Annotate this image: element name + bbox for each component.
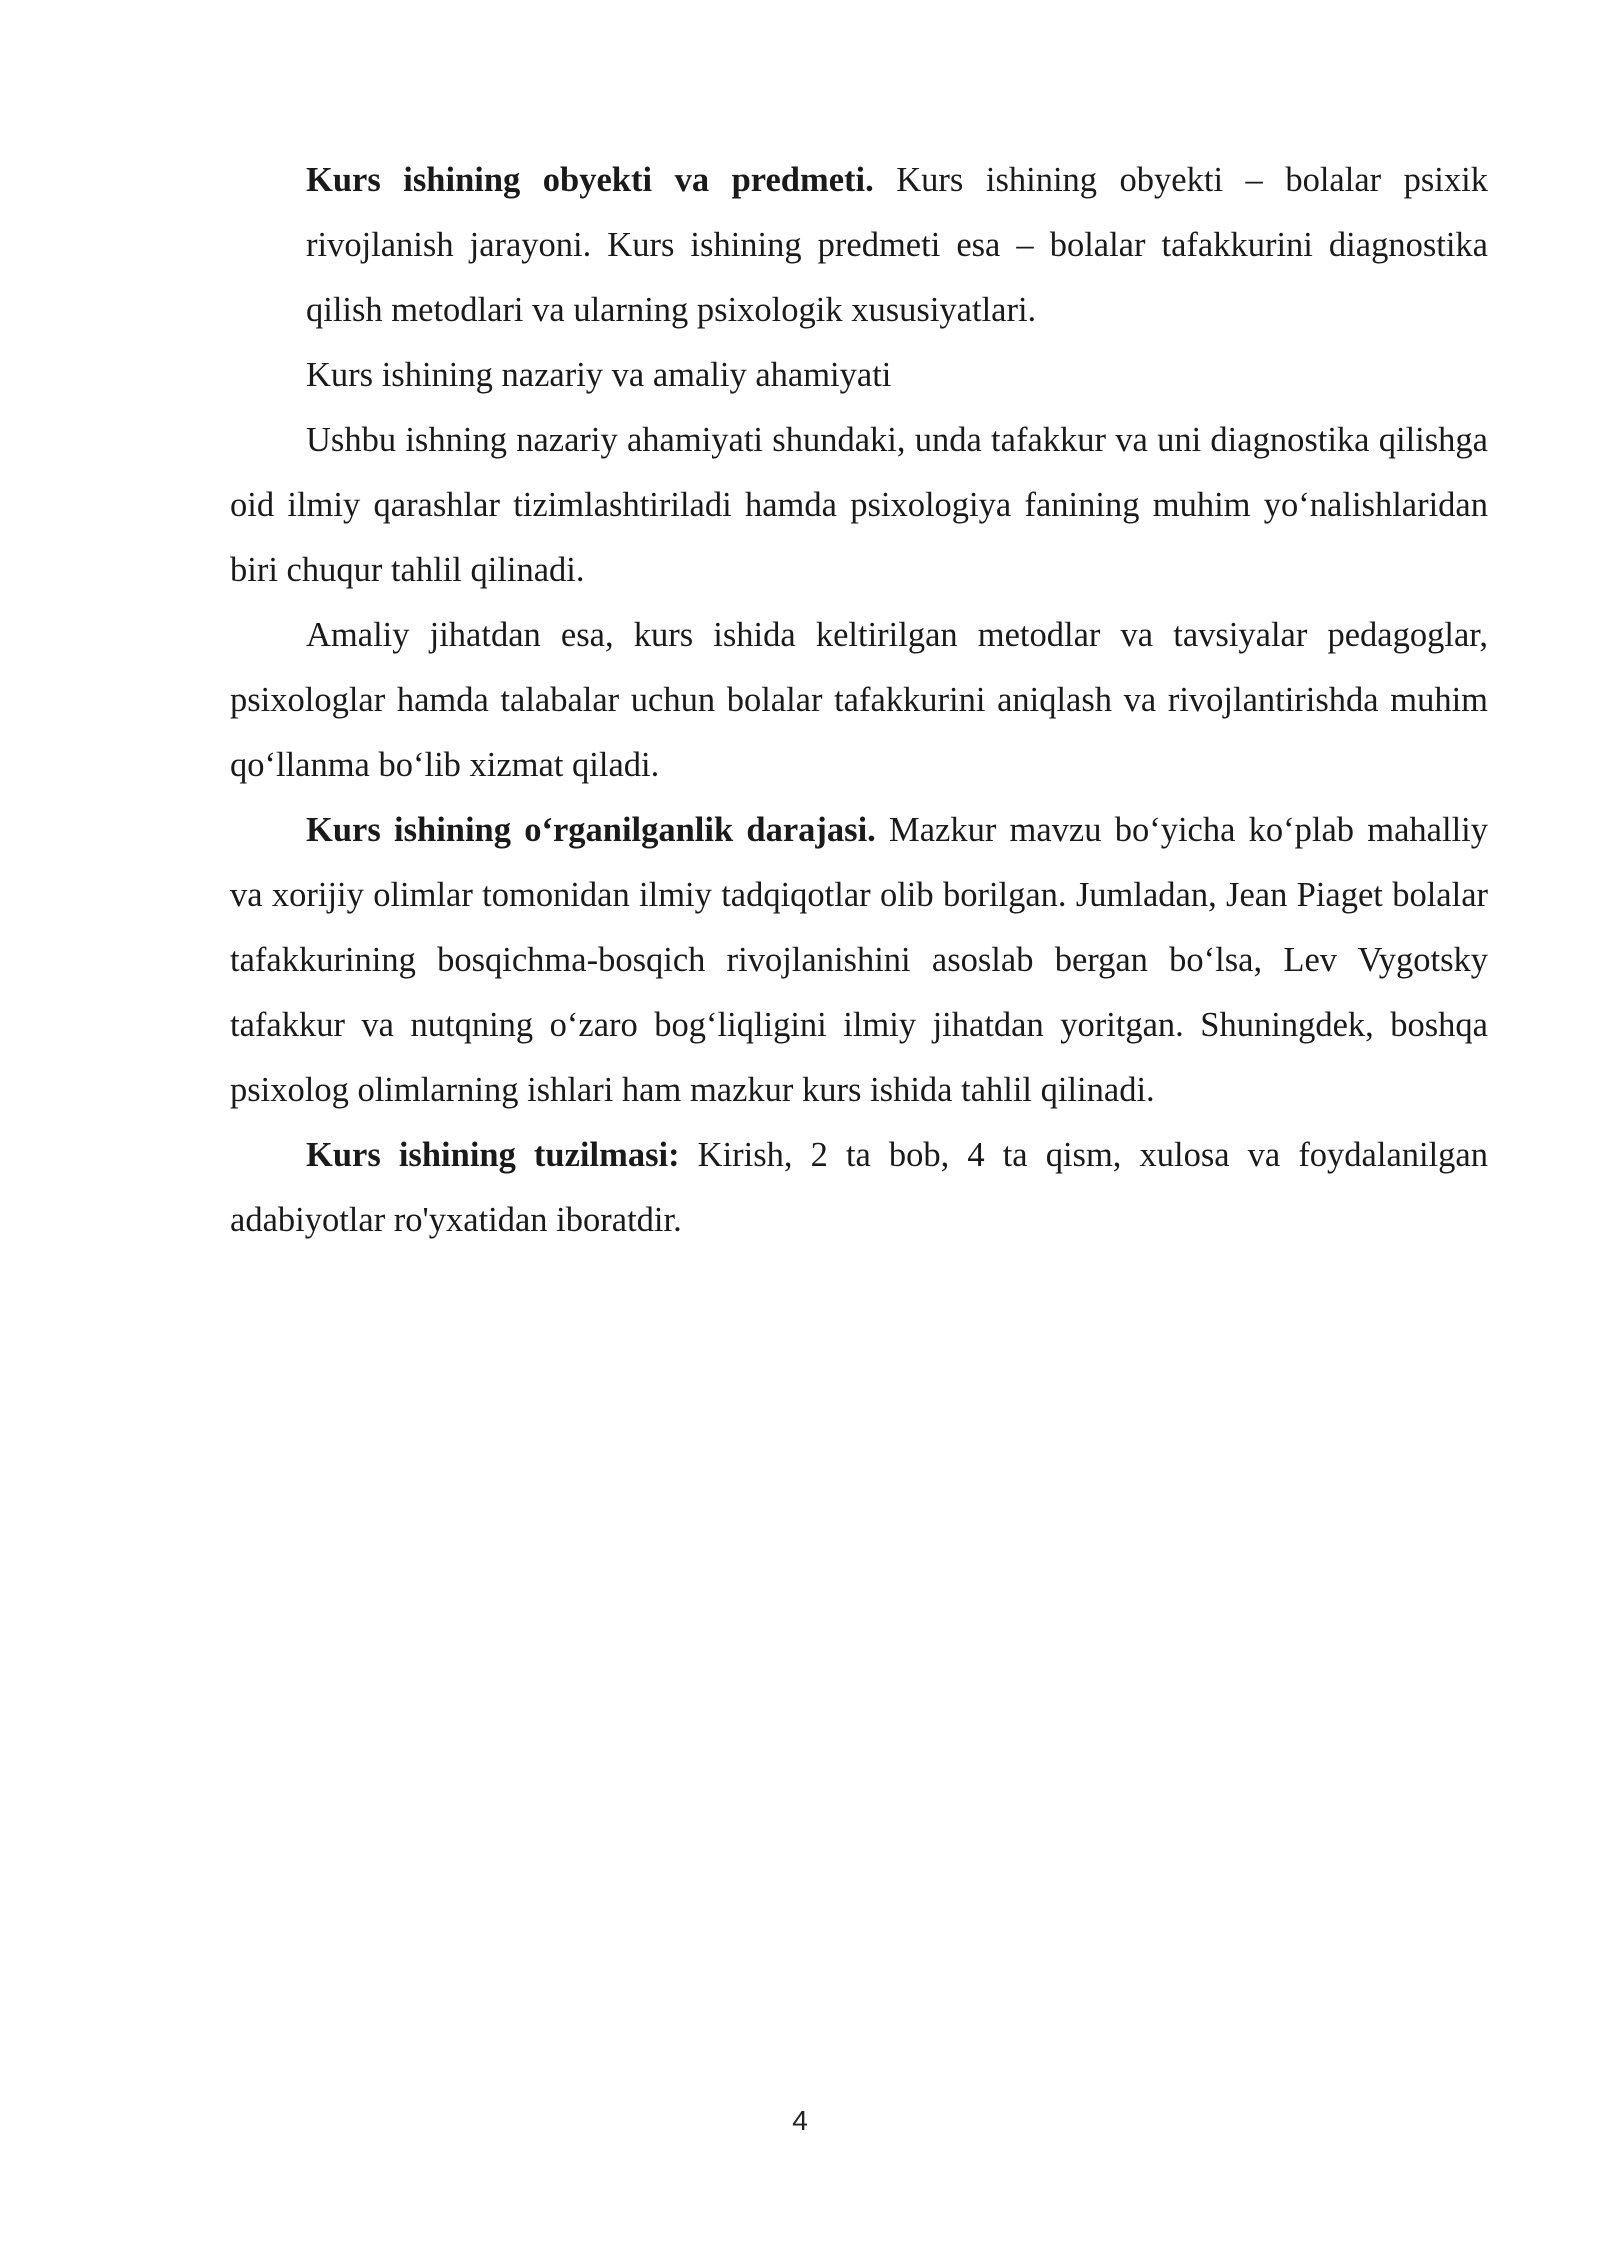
paragraph-significance-title [230, 343, 1488, 408]
paragraph-text: Mazkur mavzu bo‘yicha ko‘plab mahalliy va xorijiy olimlar tomonidan ilmiy tadqiqotlar olib borilgan. Jumladan, Jean Piaget bolalar tafakkurining bosqichma-bosqich rivojlanishini asoslab bergan bo‘lsa, Lev Vygotsky tafakkur va nutqning o‘zaro bog‘liqligini ilmiy jihatdan yoritgan. Shuningdek, boshqa psixolog olimlarning ishlari ham mazkur kurs ishida tahlil qilinadi. [230, 811, 1488, 1109]
paragraph-object-subject [230, 148, 1488, 343]
paragraph-text: Ushbu ishning nazariy ahamiyati shundaki, unda tafakkur va uni diagnostika qilishga oid ilmiy qarashlar tizimlashtiriladi hamda psixologiya fanining muhim yo‘nalishlaridan biri chuqur tahlil qilinadi. [230, 421, 1488, 589]
paragraph-heading: Kurs ishining obyekti va predmeti. [306, 161, 874, 199]
paragraph-text: Kurs ishining obyekti – bolalar psixik rivojlanish jarayoni. Kurs ishining predmeti esa – bolalar tafakkurini diagnostika qilish metodlari va ularning psixologik xususiyatlari. [306, 161, 1488, 329]
paragraph-theoretical-significance [230, 408, 1488, 603]
paragraph-text: Kurs ishining nazariy va amaliy ahamiyati [306, 356, 892, 394]
paragraph-heading: Kurs ishining tuzilmasi: [306, 1136, 680, 1174]
paragraph-practical-significance [230, 603, 1488, 798]
page-number: 4 [792, 2105, 808, 2136]
paragraph-degree-of-study [230, 798, 1488, 1123]
paragraph-heading: Kurs ishining o‘rganilganlik darajasi. [306, 811, 876, 849]
paragraph-text: Amaliy jihatdan esa, kurs ishida keltirilgan metodlar va tavsiyalar pedagoglar, psixologlar hamda talabalar uchun bolalar tafakkurini aniqlash va rivojlantirishda muhim qo‘llanma bo‘lib xizmat qiladi. [230, 616, 1488, 784]
paragraph-structure [230, 1123, 1488, 1253]
paragraph-text: Kirish, 2 ta bob, 4 ta qism, xulosa va foydalanilgan adabiyotlar ro'yxatidan iboratdir. [230, 1136, 1488, 1239]
page-body [230, 148, 1488, 1253]
